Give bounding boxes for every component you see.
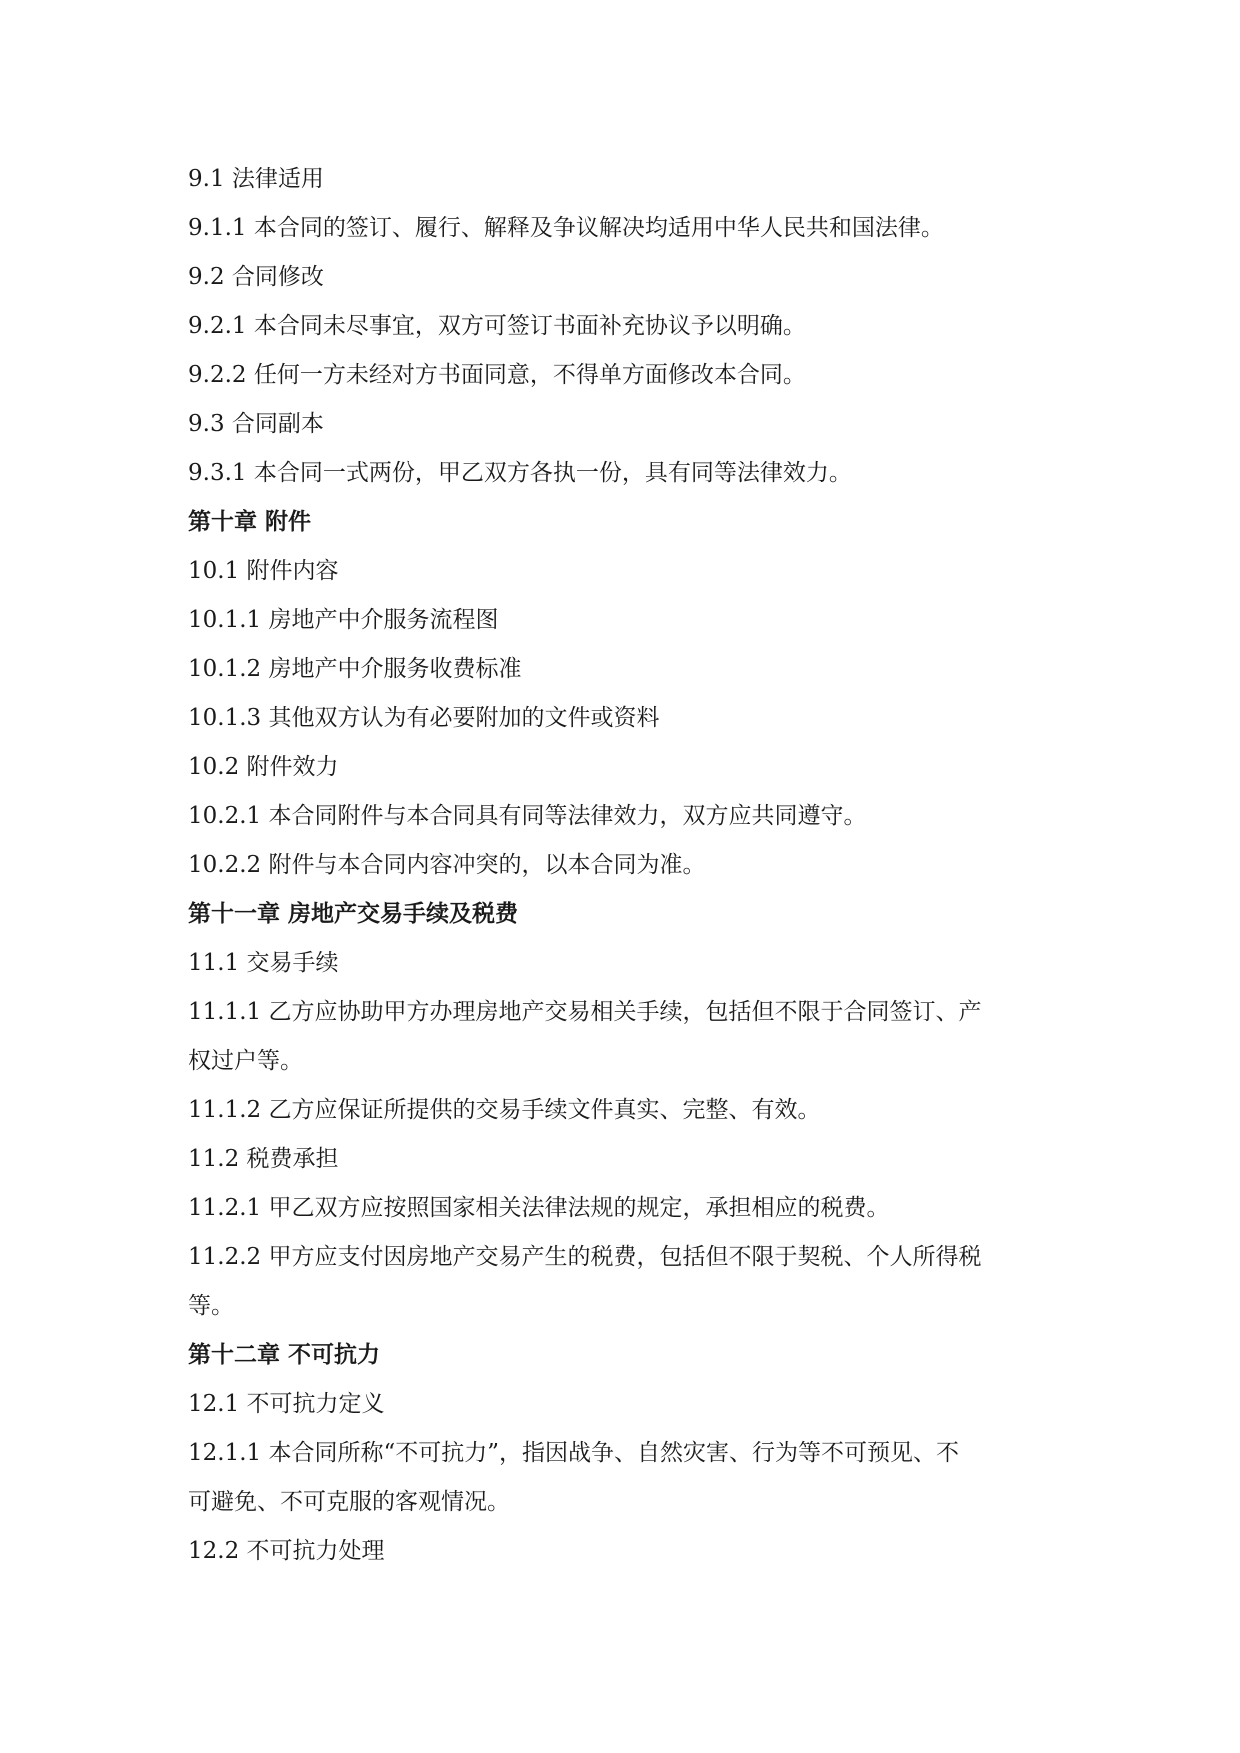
clause-text: 10.2.1 本合同附件与本合同具有同等法律效力，双方应共同遵守。 — [188, 803, 867, 829]
clause-heading: 10.2 附件效力 — [188, 754, 339, 780]
clause-text-continued: 等。 — [188, 1293, 234, 1319]
clause-text-continued: 可避免、不可克服的客观情况。 — [188, 1489, 510, 1515]
document-body — [188, 155, 1060, 1576]
chapter-heading: 第十一章 房地产交易手续及税费 — [188, 901, 519, 927]
chapter-heading: 第十二章 不可抗力 — [188, 1342, 381, 1368]
clause-text-continued: 权过户等。 — [188, 1048, 303, 1074]
clause-text: 9.1.1 本合同的签订、履行、解释及争议解决均适用中华人民共和国法律。 — [188, 215, 944, 241]
clause-text: 11.2.2 甲方应支付因房地产交易产生的税费，包括但不限于契税、个人所得税 — [188, 1244, 982, 1270]
clause-text: 10.1.2 房地产中介服务收费标准 — [188, 656, 522, 682]
clause-heading: 12.1 不可抗力定义 — [188, 1391, 385, 1417]
clause-text: 12.1.1 本合同所称“不可抗力”，指因战争、自然灾害、行为等不可预见、不 — [188, 1440, 959, 1466]
clause-text: 9.3.1 本合同一式两份，甲乙双方各执一份，具有同等法律效力。 — [188, 460, 852, 486]
clause-text: 10.1.1 房地产中介服务流程图 — [188, 607, 499, 633]
clause-heading: 11.1 交易手续 — [188, 950, 339, 976]
clause-heading: 12.2 不可抗力处理 — [188, 1538, 385, 1564]
clause-heading: 11.2 税费承担 — [188, 1146, 339, 1172]
clause-heading: 9.3 合同副本 — [188, 411, 324, 437]
clause-text: 11.1.2 乙方应保证所提供的交易手续文件真实、完整、有效。 — [188, 1097, 821, 1123]
clause-text: 9.2.2 任何一方未经对方书面同意，不得单方面修改本合同。 — [188, 362, 806, 388]
clause-heading: 9.2 合同修改 — [188, 264, 324, 290]
clause-text: 10.2.2 附件与本合同内容冲突的，以本合同为准。 — [188, 852, 706, 878]
clause-heading: 10.1 附件内容 — [188, 558, 339, 584]
chapter-heading: 第十章 附件 — [188, 509, 312, 535]
clause-text: 11.1.1 乙方应协助甲方办理房地产交易相关手续，包括但不限于合同签订、产 — [188, 999, 982, 1025]
clause-text: 10.1.3 其他双方认为有必要附加的文件或资料 — [188, 705, 660, 731]
clause-text: 11.2.1 甲乙双方应按照国家相关法律法规的规定，承担相应的税费。 — [188, 1195, 890, 1221]
clause-heading: 9.1 法律适用 — [188, 166, 324, 192]
clause-text: 9.2.1 本合同未尽事宜，双方可签订书面补充协议予以明确。 — [188, 313, 806, 339]
